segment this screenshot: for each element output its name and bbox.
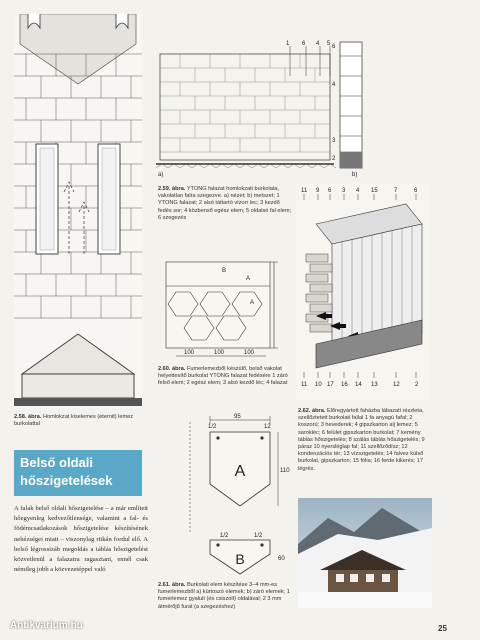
top-number: 6 [302, 41, 306, 47]
house-photo [298, 498, 432, 608]
caption-2-59 [158, 186, 292, 222]
number-label: 13 [371, 382, 378, 388]
caption-label: 2.61. ábra. [158, 582, 186, 588]
caption-text: Homlokzat kiselemes (eternit) lemez burkolattal [14, 414, 134, 428]
side-number: 3 [332, 138, 336, 144]
dimension: 1/2 [254, 533, 263, 539]
figure-2-59 [156, 36, 366, 180]
figure-2-58 [14, 14, 142, 408]
caption-label: 2.58. ábra. [14, 414, 42, 420]
hexagon-tiles-drawing [162, 258, 292, 362]
side-number: 6 [332, 44, 336, 50]
figure-2-61 [160, 410, 292, 580]
heading-line-1: Belső oldali [20, 455, 93, 470]
number-label: 3 [342, 188, 346, 194]
house-base-detail-drawing [296, 184, 430, 400]
number-label: 9 [316, 188, 320, 194]
number-label: 11 [301, 382, 308, 388]
top-number: 1 [286, 41, 290, 47]
number-label: 12 [393, 382, 400, 388]
tile-label: A [246, 276, 251, 282]
caption-label: 2.62. ábra. [298, 408, 326, 414]
number-label: 15 [371, 188, 378, 194]
house-photo-image [298, 498, 432, 608]
heading-line-2: hőszigetelések [20, 473, 113, 488]
number-label: 6 [414, 188, 418, 194]
page-number: 25 [438, 624, 447, 633]
number-label: 11 [301, 188, 308, 194]
top-number: 5 [327, 41, 331, 47]
number-label: 17 [327, 382, 334, 388]
caption-2-61 [158, 582, 292, 611]
top-number: 4 [316, 41, 320, 47]
dimension: 100 [214, 350, 225, 356]
tile-label: A [250, 300, 255, 306]
dimension: 100 [244, 350, 255, 356]
tile-a-label: A [234, 463, 246, 480]
tile-elements-drawing [160, 410, 292, 580]
dimension: 110 [280, 468, 290, 474]
ytong-wall-drawing [156, 36, 366, 180]
dimension: 100 [184, 350, 195, 356]
dimension: 1/2 [220, 533, 229, 539]
sublabel-b: b) [352, 172, 358, 178]
sublabel-a: a) [158, 172, 164, 178]
dimension: 1/2 [208, 424, 217, 430]
caption-2-62 [298, 408, 432, 473]
caption-label: 2.59. ábra. [158, 186, 186, 192]
number-label: 2 [415, 382, 419, 388]
number-label: 4 [356, 188, 360, 194]
tile-label: B [222, 268, 227, 274]
figure-2-60 [162, 258, 292, 362]
caption-text: Burkolati elem készítése 3–4 mm-es fumerlemezből a) kürtoszó elemek; b) záró elemek; 1 fumerlemez gyalult (és csiszolt) oldalával; 2 3 mm átmérőjű furat (a szegezéshez) [158, 582, 290, 610]
dimension: 60 [278, 556, 285, 562]
watermark: Antikvarium.hu [10, 620, 83, 631]
caption-label: 2.60. ábra. [158, 366, 186, 372]
tile-b-label: B [235, 551, 245, 567]
dimension: 12 [264, 424, 271, 430]
caption-text: Fumerlemezből készülő, belső vakolat helyettesítő burkolat YTONG falazat fedésére 1 záró felső elem; 2 egész elem; 3 alsó kezdő léc; 4 falazat [158, 366, 288, 387]
number-label: 7 [394, 188, 398, 194]
side-number: 4 [332, 82, 336, 88]
number-label: 16 [341, 382, 348, 388]
caption-2-60 [158, 366, 292, 388]
number-label: 6 [328, 188, 332, 194]
section-heading [14, 450, 142, 496]
number-label: 14 [355, 382, 362, 388]
caption-2-58 [14, 414, 146, 428]
body-paragraph: A falak belső oldali hőszigetelése – a már említett hőegyenleg kedvezőtlensége, valamint a fal- és födémcsatlakozások hőszigetelése készítésének nehézségei miatt – viszonylag ritkán fordul elő. A belső légrossizáb megoldás a táblás hőszigetelést közvetlenül a falazatra ragasztani, ennél csak némileg jobb a közvezetéppel való [14, 505, 148, 574]
caption-text: YTONG falazat homlokzati burkolata, vakolatlan falra szegezve. a) nézet; b) metszet; 1 YTONG falazat; 2 alsó táttartó vízorr lec; 3 kezdő fedés sor; 4 közbenső egész elem; 5 oldalsó fal elem; 6 szegezés [158, 186, 292, 221]
side-number: 2 [332, 156, 336, 162]
dimension: 95 [234, 414, 241, 420]
figure-2-62 [296, 184, 430, 400]
facade-drawing [14, 14, 142, 408]
caption-text: Előregyártott faházba lábazati részleta, szellőztetett burkolati fallal 1 fa anyagú fafal; 2 koszorú; 3 hevederek; 4 gipszkarton alj lemez; 5 sarokléc; 6 felület gipszkarton burkolat; 7 kemény táblás hőszigetelés; 8 szálás táblás hőszigetelés; 9 páraz 10 nyersléglap fal; 11 szellőződísz; 12 kondenzációs tér; 13 vízszigetelés; 14 falvez külső burkolat, gipszkarton; 15 fólia; 16 ferde kikerés; 17 légrés. [298, 408, 425, 472]
number-label: 10 [315, 382, 322, 388]
